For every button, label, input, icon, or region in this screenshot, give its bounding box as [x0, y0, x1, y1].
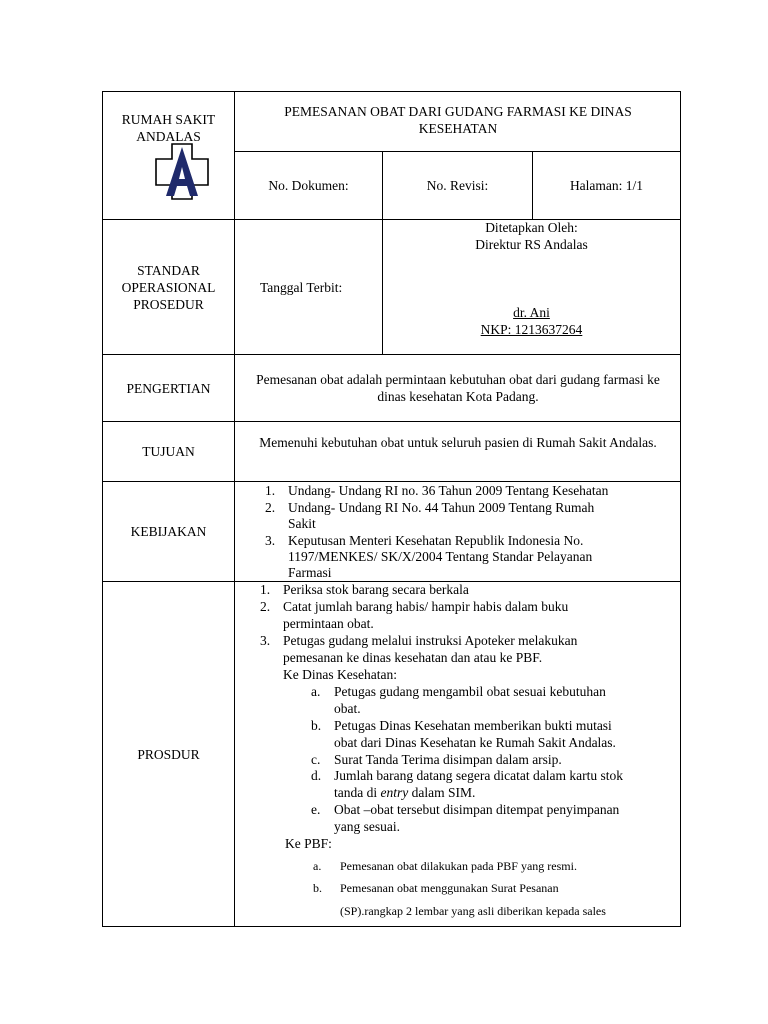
step-3-line2: pemesanan ke dinas kesehatan dan atau ke PBF.	[283, 650, 543, 665]
prosedur-label-text: PROSDUR	[137, 746, 200, 762]
doc-number-cell	[235, 152, 382, 219]
tujuan-label	[103, 422, 234, 481]
kebijakan-label	[103, 482, 234, 581]
pengertian-label-text: PENGERTIAN	[126, 380, 211, 396]
step-1-num: 1.	[260, 582, 271, 597]
issue-date-label	[260, 279, 380, 296]
kebijakan-item-2-line1: Undang- Undang RI No. 44 Tahun 2009 Tentang Rumah	[288, 500, 595, 515]
pbf-heading: Ke PBF:	[285, 836, 332, 851]
signer-nkp: NKP: 1213637264	[480, 322, 583, 337]
kebijakan-item-2-line2: Sakit	[288, 516, 316, 531]
sop-label-line2: OPERASIONAL	[121, 279, 216, 295]
pengertian-text-body: Pemesanan obat adalah permintaan kebutuhan obat dari gudang farmasi ke dinas kesehatan Kota Padang.	[256, 372, 660, 404]
dinkes-d-line2-em: entry	[380, 785, 409, 800]
sop-label	[103, 220, 234, 354]
dinkes-heading: Ke Dinas Kesehatan:	[283, 667, 397, 682]
dinkes-a-line2: obat.	[334, 701, 361, 716]
signer-block	[383, 304, 680, 338]
dinkes-c-text: Surat Tanda Terima disimpan dalam arsip.	[334, 752, 562, 767]
dinkes-d-line2	[334, 784, 475, 801]
dinkes-b-line2: obat dari Dinas Kesehatan ke Rumah Sakit Andalas.	[334, 735, 616, 750]
doc-number-label: No. Dokumen:	[268, 178, 349, 193]
prosedur-label	[103, 582, 234, 926]
dinkes-e-marker: e.	[311, 802, 321, 817]
step-2-num: 2.	[260, 599, 271, 614]
dinkes-a-marker: a.	[311, 684, 321, 699]
kebijakan-item-2-num: 2.	[265, 500, 276, 515]
dinkes-d-marker: d.	[311, 768, 322, 783]
hospital-name-line2: ANDALAS	[136, 129, 201, 144]
pbf-a-marker: a.	[313, 859, 322, 873]
pbf-b-marker: b.	[313, 881, 322, 895]
dinkes-b-marker: b.	[311, 718, 322, 733]
kebijakan-item-3-line1: Keputusan Menteri Kesehatan Republik Indonesia No.	[288, 533, 584, 548]
revision-label: No. Revisi:	[426, 178, 489, 193]
tujuan-text-body: Memenuhi kebutuhan obat untuk seluruh pasien di Rumah Sakit Andalas.	[259, 435, 657, 450]
hospital-logo	[155, 143, 209, 200]
document-title-text: PEMESANAN OBAT DARI GUDANG FARMASI KE DINAS KESEHATAN	[284, 104, 632, 136]
dinkes-c-marker: c.	[311, 752, 321, 767]
dinkes-e-line2: yang sesuai.	[334, 819, 400, 834]
revision-cell	[383, 152, 532, 219]
hospital-name	[103, 111, 234, 145]
kebijakan-item-3-line3: Farmasi	[288, 565, 332, 580]
kebijakan-item-1-line1: Undang- Undang RI no. 36 Tahun 2009 Tentang Kesehatan	[288, 483, 609, 498]
document-title	[240, 103, 676, 137]
kebijakan-label-text: KEBIJAKAN	[130, 524, 207, 539]
page-label: Halaman: 1/1	[569, 178, 644, 193]
issue-date-label-text: Tanggal Terbit:	[260, 280, 343, 295]
dinkes-b-line1: Petugas Dinas Kesehatan memberikan bukti mutasi	[334, 718, 612, 733]
dinkes-e-line1: Obat –obat tersebut disimpan ditempat penyimpanan	[334, 802, 620, 817]
step-3-num: 3.	[260, 633, 271, 648]
pengertian-label	[103, 355, 234, 421]
pengertian-text	[240, 371, 676, 405]
kebijakan-list	[235, 481, 680, 581]
pbf-b-line2: (SP).rangkap 2 lembar yang asli diberikan kepada sales	[340, 904, 606, 918]
step-2-line2: permintaan obat.	[283, 616, 374, 631]
sop-label-line3: PROSEDUR	[133, 296, 204, 312]
sop-label-line1: STANDAR	[137, 262, 200, 278]
dinkes-d-line2-post: dalam SIM.	[408, 785, 476, 800]
kebijakan-item-3-num: 3.	[265, 533, 276, 548]
kebijakan-item-1-num: 1.	[265, 483, 276, 498]
tujuan-label-text: TUJUAN	[142, 444, 195, 459]
page-cell	[533, 152, 680, 219]
kebijakan-item-3-line2: 1197/MENKES/ SK/X/2004 Tentang Standar Pelayanan	[288, 549, 593, 564]
hospital-name-line1: RUMAH SAKIT	[121, 112, 216, 127]
signer-name: dr. Ani	[513, 305, 550, 320]
step-1-text: Periksa stok barang secara berkala	[283, 582, 469, 597]
pbf-b-line1: Pemesanan obat menggunakan Surat Pesanan	[340, 881, 559, 895]
approval-block	[383, 219, 680, 253]
set-by-label: Ditetapkan Oleh:	[485, 220, 578, 235]
step-3-line1: Petugas gudang melalui instruksi Apoteker melakukan	[283, 633, 578, 648]
step-2-line1: Catat jumlah barang habis/ hampir habis dalam buku	[283, 599, 569, 614]
dinkes-d-line1: Jumlah barang datang segera dicatat dalam kartu stok	[334, 768, 624, 783]
tujuan-text	[240, 434, 676, 451]
prosedur-list	[235, 581, 680, 926]
set-by-title: Direktur RS Andalas	[475, 237, 588, 252]
dinkes-a-line1: Petugas gudang mengambil obat sesuai kebutuhan	[334, 684, 606, 699]
pbf-a-text: Pemesanan obat dilakukan pada PBF yang resmi.	[340, 859, 577, 873]
dinkes-d-line2-pre: tanda di	[334, 785, 381, 800]
